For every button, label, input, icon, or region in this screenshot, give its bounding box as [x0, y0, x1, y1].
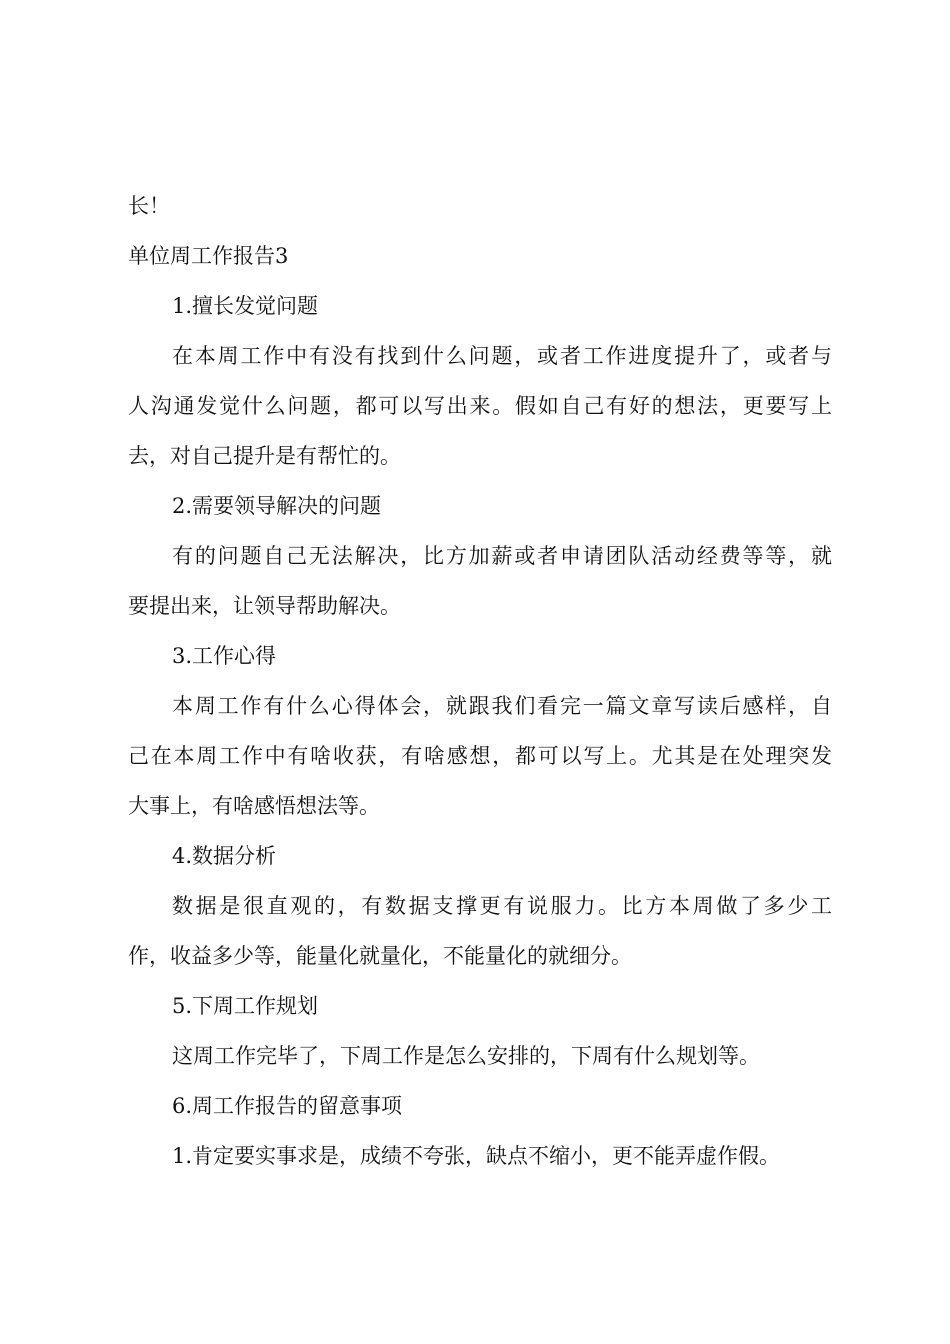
item-heading-4: 4.数据分析 [172, 844, 277, 868]
paragraph-line: 人沟通发觉什么问题，都可以写出来。假如自己有好的想法，更要写上 [128, 394, 832, 418]
paragraph-line: 在本周工作中有没有找到什么问题，或者工作进度提升了，或者与 [172, 344, 832, 368]
paragraph-line: 1.肯定要实事求是，成绩不夸张，缺点不缩小，更不能弄虚作假。 [172, 1144, 781, 1168]
item-heading-1: 1.擅长发觉问题 [172, 294, 319, 318]
paragraph-line: 作，收益多少等，能量化就量化，不能量化的就细分。 [128, 944, 632, 968]
paragraph-line: 大事上，有啥感悟想法等。 [128, 794, 380, 818]
item-heading-5: 5.下周工作规划 [172, 994, 319, 1018]
section-title: 单位周工作报告3 [128, 244, 289, 268]
paragraph-line: 数据是很直观的，有数据支撑更有说服力。比方本周做了多少工 [172, 894, 832, 918]
paragraph-line: 本周工作有什么心得体会，就跟我们看完一篇文章写读后感样，自 [172, 694, 832, 718]
paragraph-line: 去，对自己提升是有帮忙的。 [128, 444, 401, 468]
item-heading-3: 3.工作心得 [172, 644, 277, 668]
paragraph-line: 己在本周工作中有啥收获，有啥感想，都可以写上。尤其是在处理突发 [128, 744, 832, 768]
paragraph-line: 要提出来，让领导帮助解决。 [128, 594, 401, 618]
continuation-text: 长！ [128, 194, 170, 218]
paragraph-line: 这周工作完毕了，下周工作是怎么安排的，下周有什么规划等。 [172, 1044, 760, 1068]
item-heading-6: 6.周工作报告的留意事项 [172, 1094, 403, 1118]
item-heading-2: 2.需要领导解决的问题 [172, 494, 382, 518]
paragraph-line: 有的问题自己无法解决，比方加薪或者申请团队活动经费等等，就 [172, 544, 832, 568]
